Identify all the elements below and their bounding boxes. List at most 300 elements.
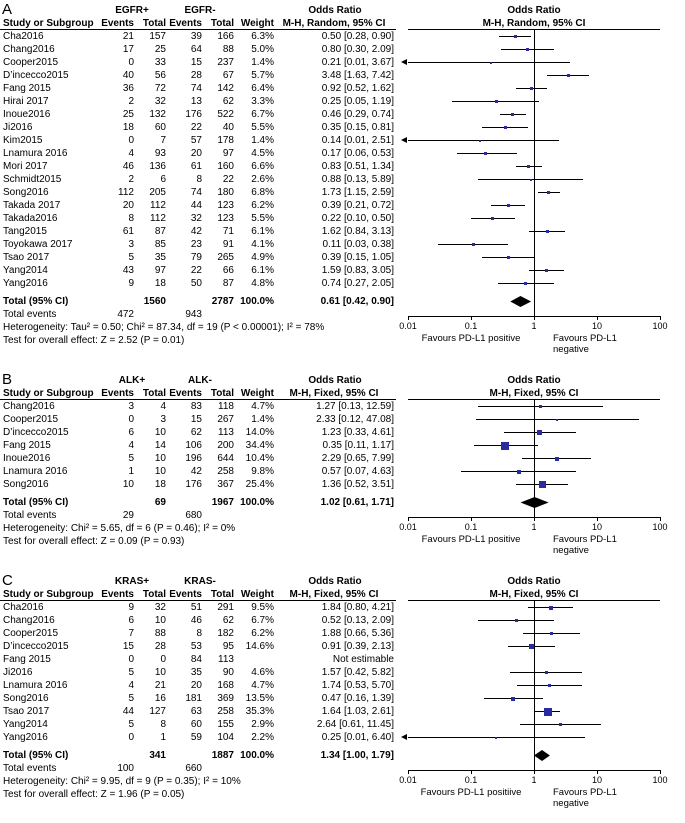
cell-w: 4.6% <box>251 667 274 678</box>
cell-w: 9.8% <box>251 466 274 477</box>
cell-t2: 367 <box>217 479 234 490</box>
cell-w: 4.7% <box>251 401 274 412</box>
plot-cell <box>396 264 685 277</box>
table-columns <box>0 251 396 264</box>
cell-t2: 71 <box>222 226 234 237</box>
table-columns <box>0 666 396 679</box>
cell-w: 35.3% <box>245 706 274 717</box>
table-columns <box>0 601 396 614</box>
cell-e2: 35 <box>190 667 202 678</box>
plot-cell <box>396 400 685 413</box>
study-row <box>0 251 685 264</box>
cell-e1: 7 <box>128 628 134 639</box>
overall-effect-text: Test for overall effect: Z = 1.96 (P = 0.05) <box>3 789 185 800</box>
estimate-marker <box>479 140 481 142</box>
cell-e2: 50 <box>190 278 202 289</box>
cell-t2: 2787 <box>211 296 234 307</box>
estimate-marker <box>490 62 492 64</box>
panel-footer <box>0 509 685 557</box>
cell-e1: 15 <box>122 641 134 652</box>
study-row <box>0 82 685 95</box>
cell-or_text <box>274 509 396 522</box>
axis-tick-label: 0.01 <box>399 775 417 785</box>
cell-e1: 8 <box>128 213 134 224</box>
cell-t2: 91 <box>222 239 234 250</box>
cell-or_text: 0.21 [0.01, 3.67] <box>321 57 394 68</box>
cell-name: Inoue2016 <box>3 109 51 120</box>
cell-e1: 43 <box>122 265 134 276</box>
table-columns <box>0 69 396 82</box>
overall-effect-text: Test for overall effect: Z = 2.52 (P = 0.01) <box>3 335 185 346</box>
cell-e1: Events <box>101 18 134 29</box>
cell-name: Lnamura 2016 <box>3 466 68 477</box>
heterogeneity-text: Heterogeneity: Chi² = 5.65, df = 6 (P = 0.46); I² = 0% <box>3 523 236 534</box>
cell-t2: 369 <box>217 693 234 704</box>
cell-e1: 6 <box>128 427 134 438</box>
cell-e2: 15 <box>190 414 202 425</box>
cell-name: Tsao 2017 <box>3 706 50 717</box>
cell-e1: 18 <box>122 122 134 133</box>
group-header-cell: Odds Ratio <box>308 5 362 16</box>
cell-w: 6.6% <box>251 161 274 172</box>
cell-or_text: 0.46 [0.29, 0.74] <box>321 109 394 120</box>
cell-or_text: 1.23 [0.33, 4.61] <box>321 427 394 438</box>
axis-tick <box>471 517 472 521</box>
cell-or_text: 1.84 [0.80, 4.21] <box>321 602 394 613</box>
cell-t2: 178 <box>217 135 234 146</box>
cell-t1: 1 <box>160 732 166 743</box>
axis-tick-label: 1 <box>531 321 537 331</box>
cell-t1: 72 <box>154 83 166 94</box>
cell-e1: 5 <box>128 693 134 704</box>
axis-tick <box>408 770 409 774</box>
cell-e2 <box>166 295 202 308</box>
cell-e1: 29 <box>122 510 134 521</box>
plot-cell <box>396 387 685 400</box>
cell-t2: Total <box>210 388 234 399</box>
cell-t1: 35 <box>154 252 166 263</box>
cell-w: 1.4% <box>251 414 274 425</box>
table-columns <box>0 731 396 744</box>
cell-e1 <box>98 749 134 762</box>
estimate-marker <box>517 470 521 474</box>
study-row <box>0 30 685 43</box>
cell-t2: 123 <box>217 200 234 211</box>
cell-e2: 62 <box>190 427 202 438</box>
cell-or_text: 0.83 [0.51, 1.34] <box>321 161 394 172</box>
estimate-marker <box>530 179 532 181</box>
estimate-marker <box>539 481 546 488</box>
estimate-marker <box>511 113 514 116</box>
cell-e2: 46 <box>190 615 202 626</box>
ci-line <box>408 140 559 141</box>
panel-label-A: A <box>2 1 13 18</box>
cell-w: 5.5% <box>251 213 274 224</box>
cell-e2: 63 <box>190 706 202 717</box>
cell-t2: 168 <box>217 680 234 691</box>
study-row <box>0 121 685 134</box>
cell-or_text: M-H, Random, 95% CI <box>282 18 386 29</box>
cell-t1: 28 <box>154 641 166 652</box>
cell-t2: 66 <box>222 265 234 276</box>
estimate-marker <box>495 737 497 739</box>
estimate-marker <box>527 165 530 168</box>
cell-or_text: 2.29 [0.65, 7.99] <box>321 453 394 464</box>
cell-t2: 113 <box>218 427 234 438</box>
cell-e2: 84 <box>190 654 202 665</box>
cell-or_text: 0.91 [0.39, 2.13] <box>321 641 394 652</box>
cell-or_text: 0.11 [0.03, 0.38] <box>322 239 394 250</box>
plot-cell <box>396 277 685 290</box>
cell-t2: 88 <box>222 44 234 55</box>
cell-w: 100.0% <box>240 296 274 307</box>
cell-t1: 10 <box>154 453 166 464</box>
cell-or_text: 0.17 [0.06, 0.53] <box>321 148 394 159</box>
plot-cell <box>396 705 685 718</box>
cell-e2: 32 <box>190 213 202 224</box>
null-effect-line <box>534 601 535 770</box>
plot-cell <box>396 588 685 601</box>
cell-e2: 15 <box>190 57 202 68</box>
cell-or_text: 0.88 [0.13, 5.89] <box>321 174 394 185</box>
plot-cell <box>396 82 685 95</box>
estimate-marker <box>514 35 517 38</box>
cell-t1: 25 <box>154 44 166 55</box>
cell-t2: 258 <box>217 466 234 477</box>
cell-e1: 46 <box>122 161 134 172</box>
table-columns <box>0 400 396 413</box>
cell-or_text: 0.47 [0.16, 1.39] <box>321 693 394 704</box>
axis-tick <box>534 517 535 521</box>
cell-w: 6.7% <box>251 615 274 626</box>
table-columns <box>0 95 396 108</box>
axis-tick-label: 100 <box>652 775 668 785</box>
axis-tick-label: 100 <box>652 522 668 532</box>
axis-tick-label: 10 <box>591 522 603 532</box>
group-header-cell <box>0 374 98 387</box>
ci-truncation-arrow-icon <box>401 734 407 740</box>
favour-right-label: Favours PD-L1 negative <box>553 787 617 809</box>
cell-e1: 40 <box>122 70 134 81</box>
cell-e2: 176 <box>185 109 202 120</box>
panel-label-B: B <box>2 371 13 388</box>
cell-t2: 166 <box>217 31 234 42</box>
estimate-marker <box>472 243 475 246</box>
cell-w: 4.9% <box>251 252 274 263</box>
table-columns <box>0 496 396 509</box>
table-columns <box>0 718 396 731</box>
cell-name: Total (95% CI) <box>3 497 69 508</box>
cell-t2: Total <box>210 589 234 600</box>
cell-e2: 42 <box>190 226 202 237</box>
cell-e2: 42 <box>190 466 202 477</box>
plot-cell <box>396 478 685 491</box>
cell-name: Song2016 <box>3 693 49 704</box>
axis-tick <box>597 517 598 521</box>
estimate-marker <box>545 671 548 674</box>
cell-t1: 32 <box>154 602 166 613</box>
cell-or_text: 0.74 [0.27, 2.05] <box>321 278 394 289</box>
cell-name: Takada2016 <box>3 213 58 224</box>
study-row <box>0 43 685 56</box>
table-columns <box>0 627 396 640</box>
cell-e1 <box>98 295 134 308</box>
group-header-cell: Odds Ratio <box>308 576 362 587</box>
cell-w: 14.0% <box>245 427 274 438</box>
ci-truncation-arrow-icon <box>401 137 407 143</box>
study-row <box>0 653 685 666</box>
table-columns <box>0 588 396 601</box>
cell-t1: 8 <box>160 719 166 730</box>
cell-or_text: 1.64 [1.03, 2.61] <box>321 706 394 717</box>
axis-tick <box>660 316 661 320</box>
estimate-marker <box>548 684 551 687</box>
plot-cell <box>396 465 685 478</box>
estimate-marker <box>484 152 487 155</box>
cell-name: Mori 2017 <box>3 161 48 172</box>
study-row <box>0 69 685 82</box>
study-row <box>0 186 685 199</box>
favour-left-label: Favours PD-L1 positiive <box>420 787 522 798</box>
cell-name: Study or Subgroup <box>3 388 94 399</box>
cell-e1 <box>98 496 134 509</box>
study-row <box>0 718 685 731</box>
cell-name: Total (95% CI) <box>3 750 69 761</box>
cell-name: Ji2016 <box>3 122 33 133</box>
group-header-cell: ALK- <box>188 375 212 386</box>
cell-or_text <box>274 308 396 321</box>
plot-cell <box>396 225 685 238</box>
cell-t2: 180 <box>217 187 234 198</box>
header-row-1 <box>0 4 685 17</box>
cell-name: Toyokawa 2017 <box>3 239 73 250</box>
cell-name: D’incecco2015 <box>3 641 69 652</box>
panel-label-C: C <box>2 572 13 589</box>
cell-w <box>234 653 274 666</box>
study-row <box>0 56 685 69</box>
cell-t1: 69 <box>154 497 166 508</box>
table-columns <box>0 387 396 400</box>
cell-t2: 258 <box>217 706 234 717</box>
cell-t1: 33 <box>154 57 166 68</box>
cell-e1: 472 <box>117 309 134 320</box>
axis-tick-label: 100 <box>652 321 668 331</box>
forest-panel-A <box>0 1 685 356</box>
cell-e2: 13 <box>190 96 202 107</box>
plot-cell <box>396 95 685 108</box>
cell-t2: 97 <box>222 148 234 159</box>
favour-left-label: Favours PD-L1 positive <box>421 534 521 545</box>
group-header-cell: KRAS- <box>184 576 216 587</box>
header-row-2 <box>0 17 685 30</box>
plot-cell <box>396 160 685 173</box>
table-columns <box>0 173 396 186</box>
cell-or_text: 0.14 [0.01, 2.51] <box>321 135 394 146</box>
cell-or_text: 0.39 [0.15, 1.05] <box>321 252 394 263</box>
cell-e2: 74 <box>190 187 202 198</box>
cell-w: 5.0% <box>251 44 274 55</box>
cell-e1: 0 <box>128 135 134 146</box>
plot-cell <box>396 108 685 121</box>
cell-e1: 3 <box>128 239 134 250</box>
cell-e2: 20 <box>190 148 202 159</box>
cell-e1: 6 <box>128 615 134 626</box>
plot-cell <box>396 199 685 212</box>
header-row-2 <box>0 387 685 400</box>
cell-w <box>234 509 274 522</box>
table-columns <box>0 238 396 251</box>
axis-tick-label: 0.01 <box>399 522 417 532</box>
cell-t1: 341 <box>149 750 166 761</box>
plot-cell <box>396 251 685 264</box>
plot-cell <box>396 212 685 225</box>
axis-tick-label: 0.1 <box>464 775 478 785</box>
estimate-marker <box>495 100 498 103</box>
cell-w <box>234 308 274 321</box>
table-columns <box>0 439 396 452</box>
cell-t2: Total <box>210 18 234 29</box>
cell-t1: 1560 <box>143 296 166 307</box>
table-columns <box>0 225 396 238</box>
table-columns <box>0 82 396 95</box>
cell-name: Inoue2016 <box>3 453 51 464</box>
cell-or_text: 1.62 [0.84, 3.13] <box>321 226 394 237</box>
plot-cell <box>396 614 685 627</box>
study-row <box>0 108 685 121</box>
cell-e1: 4 <box>128 148 134 159</box>
table-columns <box>0 186 396 199</box>
table-columns <box>0 108 396 121</box>
study-row <box>0 199 685 212</box>
table-columns <box>0 121 396 134</box>
cell-t2: 62 <box>222 615 234 626</box>
group-header-cell <box>234 575 274 588</box>
cell-name: Song2016 <box>3 479 49 490</box>
cell-t1: 10 <box>154 466 166 477</box>
cell-e2: 8 <box>196 628 202 639</box>
study-row <box>0 426 685 439</box>
ci-line <box>408 62 570 63</box>
table-columns <box>0 199 396 212</box>
cell-w: 1.4% <box>251 135 274 146</box>
cell-t1: 97 <box>154 265 166 276</box>
cell-t2: 113 <box>218 654 234 665</box>
group-header-cell: Odds Ratio <box>308 375 362 386</box>
cell-t1: 6 <box>160 174 166 185</box>
study-row <box>0 601 685 614</box>
null-effect-line <box>534 400 535 517</box>
cell-e1: 17 <box>122 44 134 55</box>
cell-t2: 265 <box>217 252 234 263</box>
cell-t2: 291 <box>217 602 234 613</box>
cell-or_text: 0.35 [0.11, 1.17] <box>322 440 394 451</box>
cell-name: Fang 2015 <box>3 83 51 94</box>
group-header-cell <box>234 4 274 17</box>
cell-e1: Events <box>101 589 134 600</box>
cell-t1: 32 <box>154 96 166 107</box>
cell-e1: 5 <box>128 719 134 730</box>
cell-w: 6.1% <box>251 226 274 237</box>
cell-t2: 182 <box>217 628 234 639</box>
plot-header-1 <box>396 575 685 588</box>
cell-or_text: 0.61 [0.42, 0.90] <box>320 296 394 307</box>
cell-or_text: 1.57 [0.42, 5.82] <box>321 667 394 678</box>
cell-t2: 200 <box>217 440 234 451</box>
cell-name: Cooper2015 <box>3 57 59 68</box>
cell-t1: Total <box>142 388 166 399</box>
table-columns <box>0 56 396 69</box>
cell-name: Cooper2015 <box>3 414 59 425</box>
cell-name: Yang2014 <box>3 265 48 276</box>
cell-w: 6.3% <box>251 31 274 42</box>
table-columns <box>0 264 396 277</box>
cell-w: 6.8% <box>251 187 274 198</box>
ci-truncation-arrow-icon <box>401 59 407 65</box>
study-row <box>0 452 685 465</box>
plot-header-1 <box>396 4 685 17</box>
cell-or_text <box>274 762 396 775</box>
plot-cell <box>396 749 685 762</box>
cell-t1: 112 <box>150 213 166 224</box>
cell-name: Total events <box>3 309 57 320</box>
estimate-marker <box>567 74 570 77</box>
plot-cell <box>396 43 685 56</box>
table-columns <box>0 17 396 30</box>
study-row <box>0 439 685 452</box>
cell-t1: 132 <box>149 109 166 120</box>
cell-e1: 20 <box>122 200 134 211</box>
cell-w: 9.5% <box>251 602 274 613</box>
cell-w: 4.7% <box>251 680 274 691</box>
cell-e2: 680 <box>185 510 202 521</box>
cell-e2: 51 <box>190 602 202 613</box>
cell-t2: 95 <box>222 641 234 652</box>
cell-w: 6.7% <box>251 109 274 120</box>
cell-e1: 21 <box>122 31 134 42</box>
cell-e1: 5 <box>128 667 134 678</box>
cell-name: Chang2016 <box>3 615 55 626</box>
plot-odds-ratio-title: Odds Ratio <box>507 576 561 587</box>
cell-t1: 10 <box>154 615 166 626</box>
cell-e1: 5 <box>128 252 134 263</box>
cell-e1: 4 <box>128 680 134 691</box>
study-row <box>0 277 685 290</box>
cell-w: 2.6% <box>251 174 274 185</box>
group-header-cell: KRAS+ <box>114 576 150 587</box>
cell-or_text: Not estimable <box>332 654 394 665</box>
cell-w: 100.0% <box>240 497 274 508</box>
study-row <box>0 465 685 478</box>
cell-e2: 8 <box>196 174 202 185</box>
overall-effect-text: Test for overall effect: Z = 0.09 (P = 0.93) <box>3 536 185 547</box>
cell-or_text: 0.22 [0.10, 0.50] <box>321 213 394 224</box>
favour-right-label: Favours PD-L1 negative <box>553 333 617 355</box>
plot-cell <box>396 121 685 134</box>
plot-cell <box>396 238 685 251</box>
table-columns <box>0 308 396 321</box>
cell-or_text: 0.92 [0.52, 1.62] <box>321 83 394 94</box>
axis-tick-label: 0.01 <box>399 321 417 331</box>
plot-cell <box>396 295 685 308</box>
cell-name: Lnamura 2016 <box>3 148 68 159</box>
cell-e2: 74 <box>190 83 202 94</box>
table-columns <box>0 749 396 762</box>
forest-panel-B <box>0 371 685 557</box>
cell-e1: 112 <box>118 187 134 198</box>
plot-cell <box>396 134 685 147</box>
cell-e2: 53 <box>190 641 202 652</box>
cell-t1: 87 <box>154 226 166 237</box>
